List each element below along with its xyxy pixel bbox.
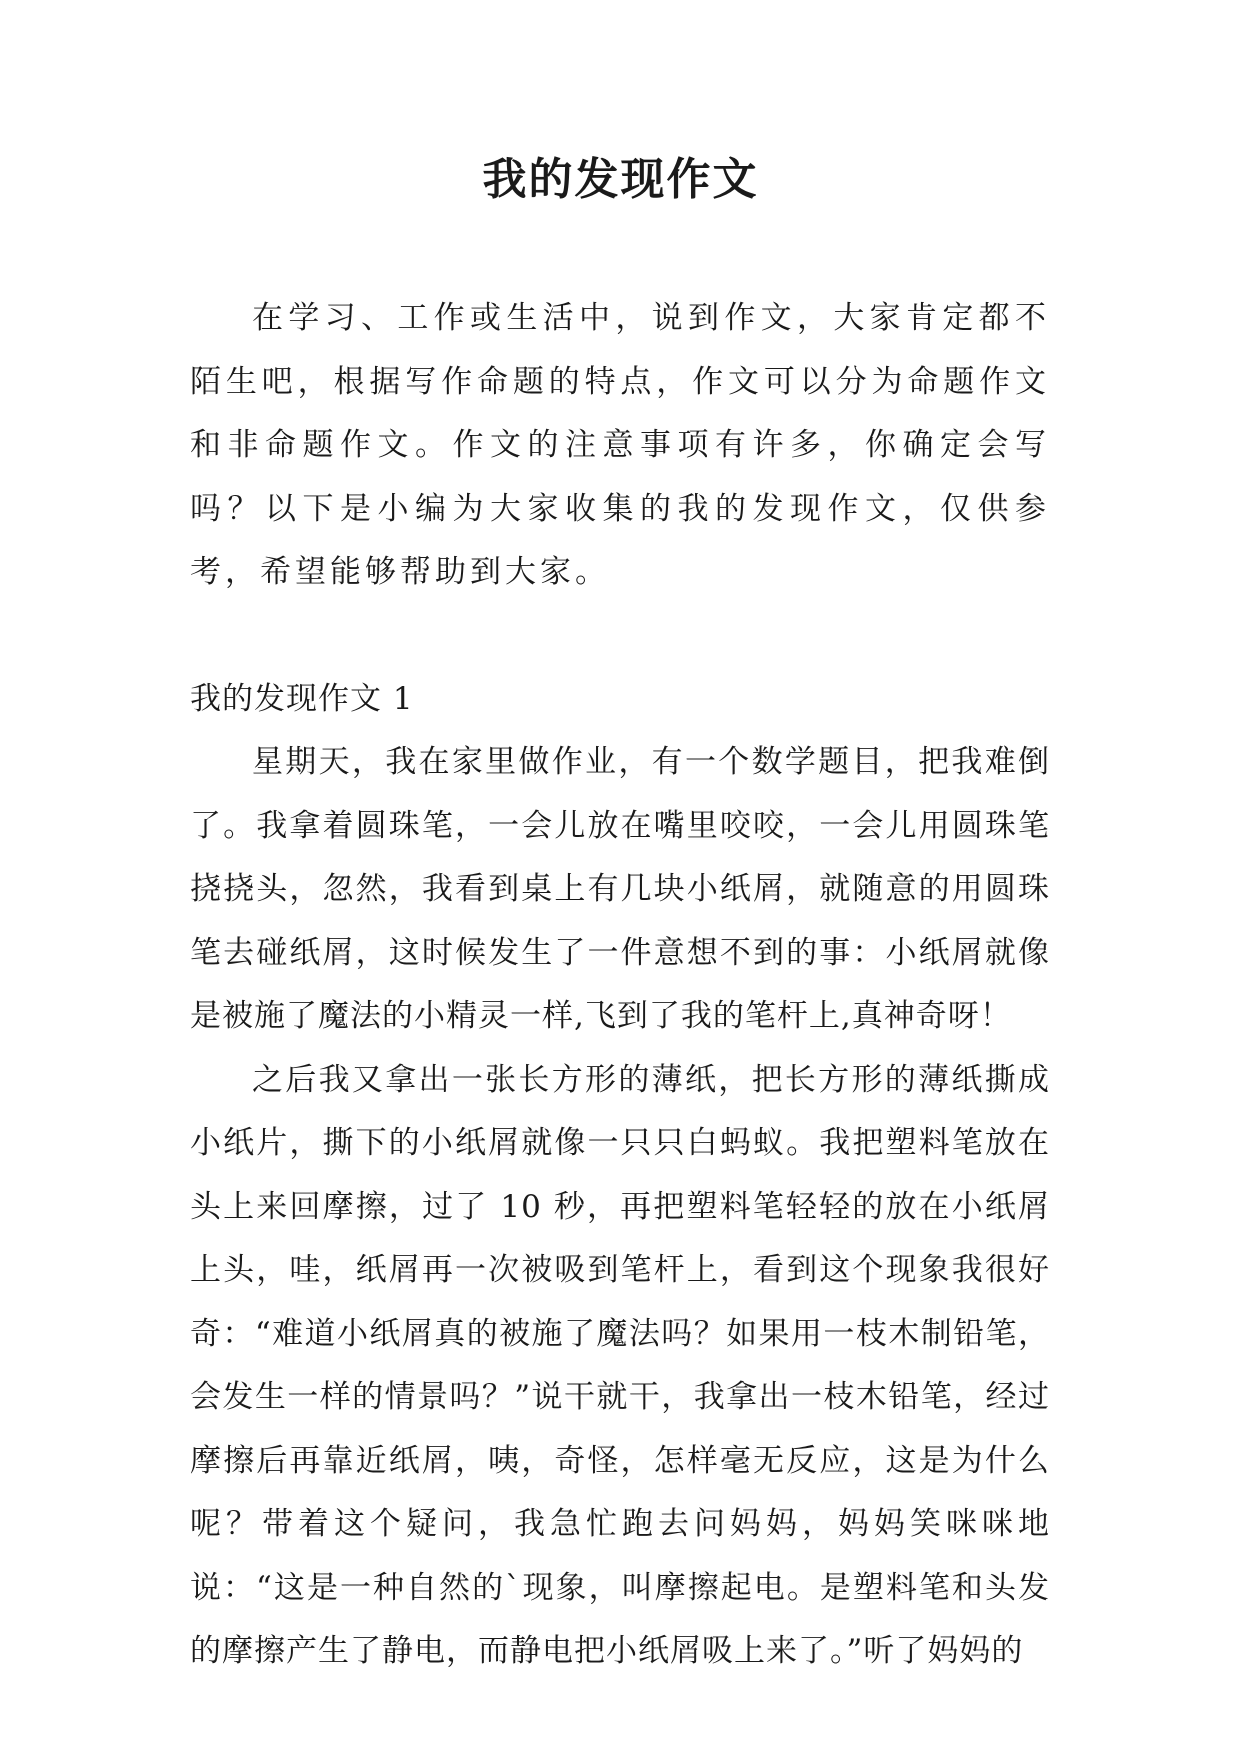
section-paragraph-1: 星期天，我在家里做作业，有一个数学题目，把我难倒了。我拿着圆珠笔，一会儿放在嘴里咬咬，一会儿用圆珠笔挠挠头，忽然，我看到桌上有几块小纸屑，就随意的用圆珠笔去碰纸屑，这时候发生了一件意想不到的事：小纸屑就像是被施了魔法的小精灵一样,飞到了我的笔杆上,真神奇呀！ [190, 744, 1050, 1034]
document-body [190, 287, 1050, 1684]
section-heading: 我的发现作文 1 [190, 680, 414, 717]
intro-paragraph: 在学习、工作或生活中，说到作文，大家肯定都不陌生吧，根据写作命题的特点，作文可以分为命题作文和非命题作文。作文的注意事项有许多，你确定会写吗？以下是小编为大家收集的我的发现作文，仅供参考，希望能够帮助到大家。 [190, 300, 1050, 590]
section-paragraph-2: 之后我又拿出一张长方形的薄纸，把长方形的薄纸撕成小纸片，撕下的小纸屑就像一只只白蚂蚁。我把塑料笔放在头上来回摩擦，过了 10 秒，再把塑料笔轻轻的放在小纸屑上头，哇，纸屑再一次被吸到笔杆上，看到这个现象我很好奇：“难道小纸屑真的被施了魔法吗？如果用一枝木制铅笔，会发生一样的情景吗？”说干就干，我拿出一枝木铅笔，经过摩擦后再靠近纸屑，咦，奇怪，怎样毫无反应，这是为什么呢？带着这个疑问，我急忙跑去问妈妈，妈妈笑咪咪地说：“这是一种自然的`现象，叫摩擦起电。是塑料笔和头发的摩擦产生了静电，而静电把小纸屑吸上来了。”听了妈妈的 [190, 1061, 1050, 1669]
document-title: 我的发现作文 [482, 154, 759, 205]
essay-section-1 [190, 668, 1050, 1684]
